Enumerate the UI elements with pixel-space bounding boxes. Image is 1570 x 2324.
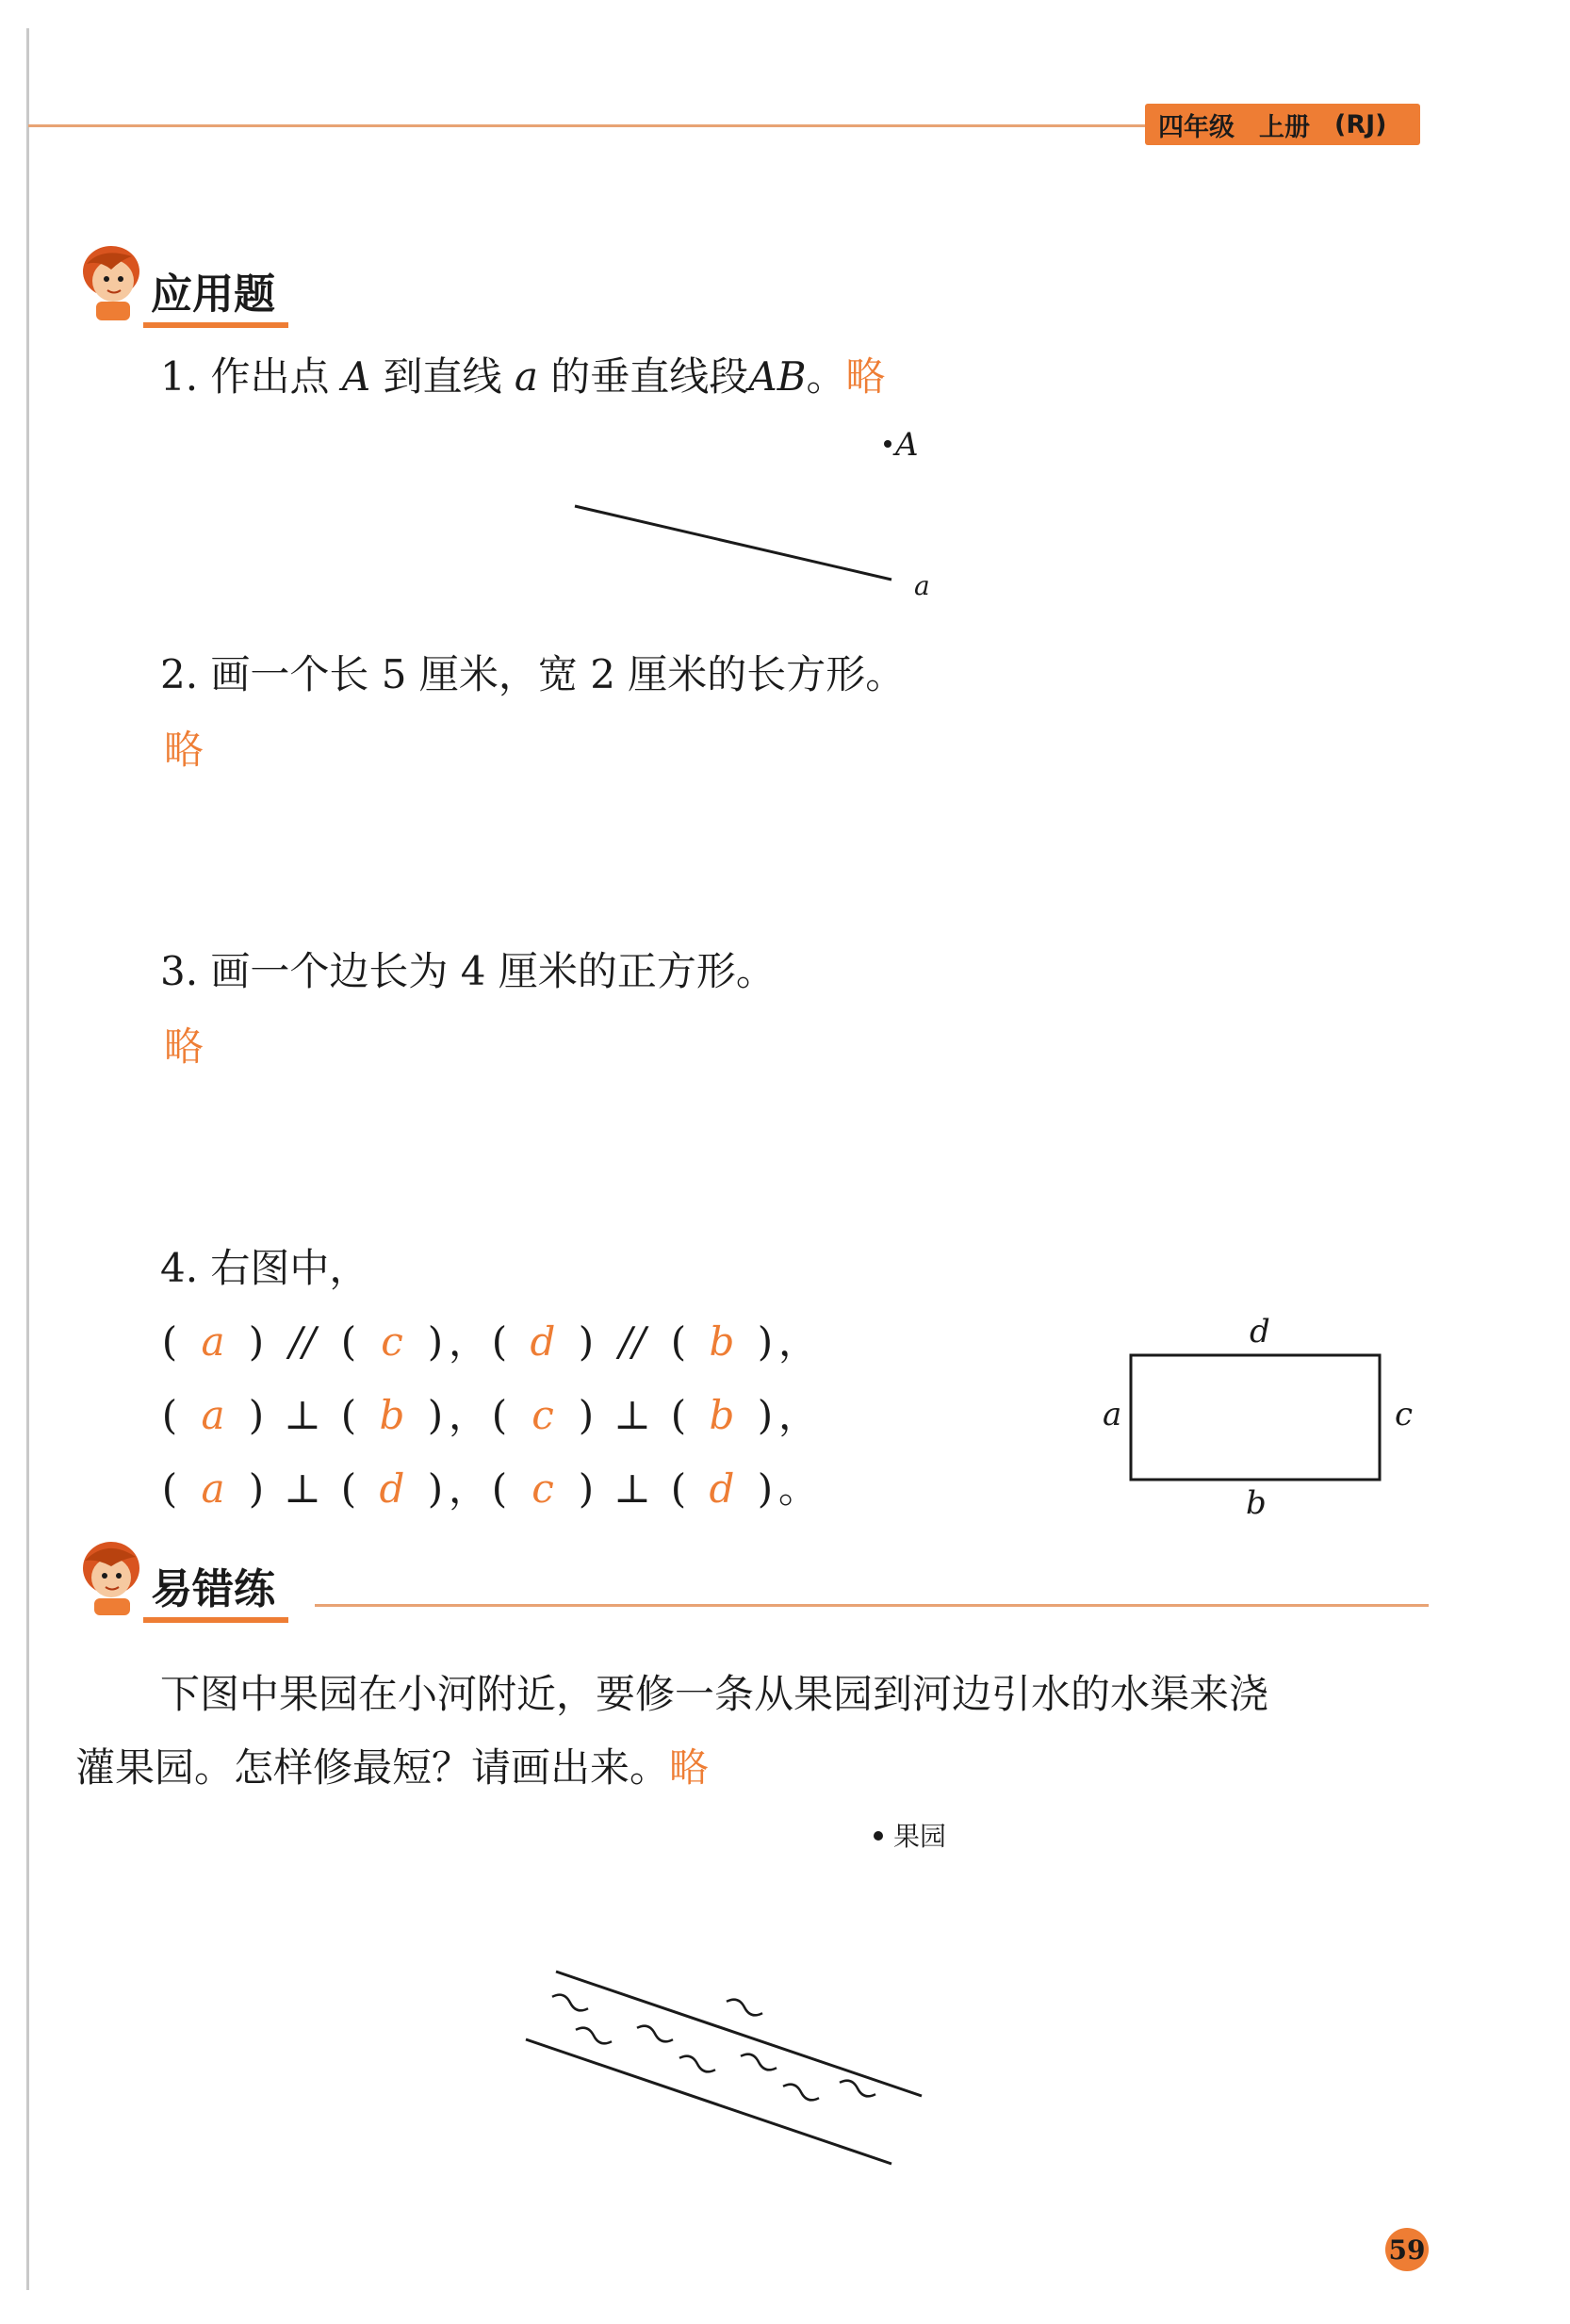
answer-q1: 略 [845, 353, 886, 400]
side-label-right: c [1395, 1396, 1414, 1433]
question-1: 1. 作出点 A 到直线 a 的垂直线段AB。略 [160, 353, 886, 400]
edition-label: (RJ) [1334, 109, 1387, 139]
title-underline [143, 1617, 288, 1623]
question-4: 4. 右图中， [160, 1245, 369, 1291]
figure-rectangle [1084, 1301, 1442, 1527]
river-waves [550, 1992, 876, 2103]
orchard-label: 果园 [893, 1821, 947, 1852]
mascot-boy-icon [74, 243, 147, 322]
line-a-label: a [914, 570, 930, 601]
side-label-top: d [1250, 1313, 1270, 1350]
section-title: 应用题 [151, 260, 275, 322]
title-underline [143, 322, 288, 328]
point-A-label: A [895, 429, 919, 464]
side-label-left: a [1103, 1396, 1122, 1433]
grade-label: 四年级 [1158, 112, 1235, 142]
mascot-girl-icon [74, 1538, 147, 1617]
rectangle-shape [1131, 1355, 1380, 1480]
binding-line [26, 28, 29, 2290]
river-bank-top [556, 1972, 922, 2096]
side-label-bottom: b [1246, 1484, 1267, 1522]
answer-row-2: ( a ) ⊥ ( b ) ，( c ) ⊥ ( b ) ， [161, 1392, 819, 1438]
point-A [884, 440, 891, 448]
page-number: 59 [1385, 2228, 1429, 2271]
figure-orchard-river [509, 1809, 999, 2205]
question-3: 3. 画一个边长为 4 厘米的正方形。 [160, 948, 776, 994]
river-bank-bottom [526, 2039, 891, 2164]
question-2: 2. 画一个长 5 厘米，宽 2 厘米的长方形。 [160, 651, 906, 697]
figure-point-and-line [565, 429, 961, 617]
answer-problem: 略 [669, 1744, 710, 1791]
section-title: 易错练 [151, 1555, 275, 1617]
section-rule [315, 1604, 1429, 1607]
section-heading-error-prone [74, 1538, 275, 1617]
line-a [575, 506, 891, 580]
answer-row-3: ( a ) ⊥ ( d ) ，( c ) ⊥ ( d ) 。 [161, 1465, 819, 1512]
problem-line-2: 灌果园。怎样修最短？请画出来。略 [75, 1744, 710, 1791]
volume-label: 上册 [1259, 112, 1310, 142]
section-heading-applied [74, 243, 275, 322]
answer-q2: 略 [164, 727, 204, 773]
orchard-point [874, 1831, 883, 1841]
problem-line-1: 下图中果园在小河附近，要修一条从果园到河边引水的水渠来浇 [160, 1671, 1269, 1717]
answer-row-1: ( a ) // ( c ) ，( d ) // ( b ) ， [161, 1318, 819, 1365]
grade-badge [1145, 104, 1420, 145]
header-rule [28, 124, 1150, 127]
answer-q3: 略 [164, 1023, 204, 1070]
